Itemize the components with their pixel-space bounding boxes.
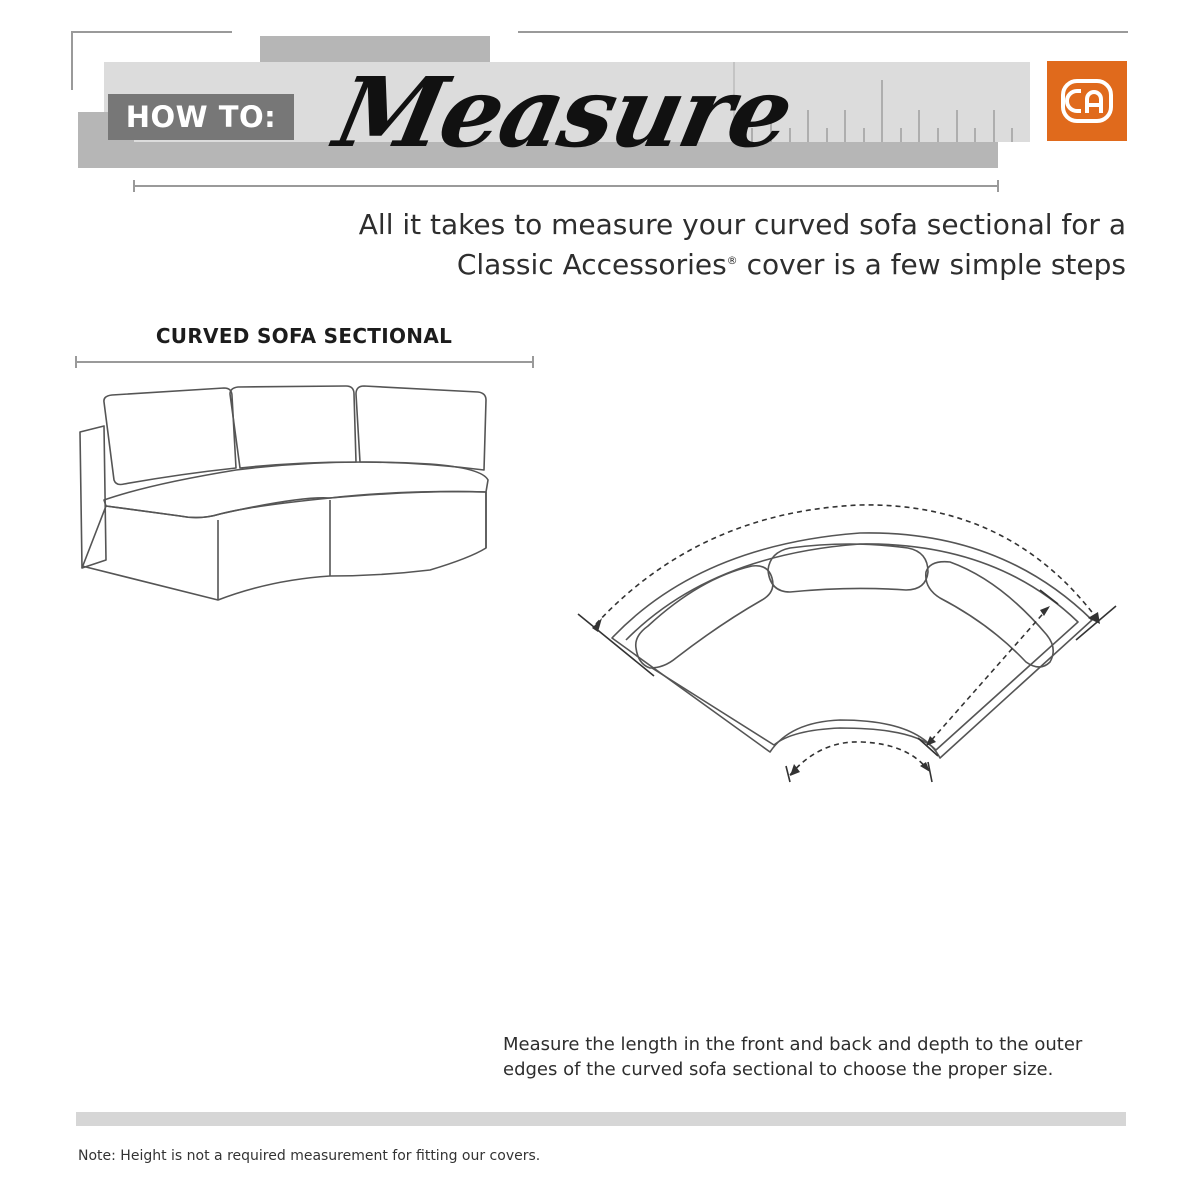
top-cushion-middle (768, 544, 928, 592)
intro-brand: Classic Accessories (456, 248, 727, 281)
intro-line-2 (300, 245, 1126, 285)
back-cushion-right (356, 386, 486, 470)
page-title: Measure (326, 56, 802, 169)
sofa-arm (80, 426, 106, 568)
sofa-outline (612, 533, 1092, 758)
top-cushion-right (926, 562, 1053, 667)
front-length-dimension (790, 742, 928, 775)
registered-mark: ® (726, 254, 738, 267)
intro-line-2-rest: cover is a few simple steps (737, 248, 1126, 281)
sofa-perspective-illustration (60, 375, 510, 615)
back-cushion-left (104, 388, 236, 485)
brand-logo (1047, 61, 1127, 141)
section-label: CURVED SOFA SECTIONAL (155, 324, 453, 348)
top-cushion-left (636, 566, 773, 668)
seat-cushion (104, 462, 488, 518)
sofa-base (82, 492, 486, 600)
classic-accessories-logo-icon (1047, 61, 1127, 141)
footer-rule (76, 1112, 1126, 1126)
footer-note: Note: Height is not a required measurement for fitting our covers. (78, 1148, 541, 1164)
intro-line-1: All it takes to measure your curved sofa sectional for a (358, 208, 1126, 241)
how-to-label: HOW TO: (108, 94, 294, 140)
sofa-top-view-diagram (560, 490, 1140, 800)
instructions-text: Measure the length in the front and back and depth to the outer edges of the curved sofa sectional to choose the proper size. (503, 1034, 1083, 1080)
back-cushion-middle (230, 386, 356, 468)
section-rule (0, 350, 600, 374)
intro-text (300, 205, 1126, 285)
